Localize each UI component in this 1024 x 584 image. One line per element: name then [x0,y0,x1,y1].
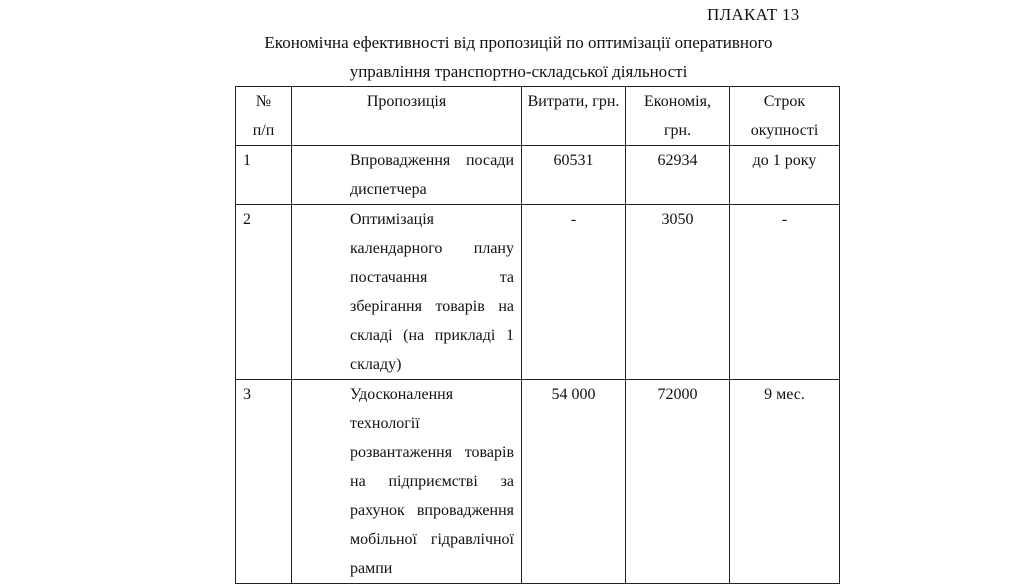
header-savings: Економія, грн. [626,87,730,146]
row-costs: 54 000 [522,380,626,584]
row-payback: - [730,205,840,380]
table-row [236,380,840,584]
row-savings: 72000 [626,380,730,584]
table-row [236,205,840,380]
row-proposal: Оптимізація календарного плану постачання та зберігання товарів на складі (на прикладі 1 складу) [292,205,522,380]
document-title-line-2: управління транспортно-складської діяльності [349,62,688,81]
row-proposal: Удосконалення технології розвантаження товарів на підприємстві за рахунок впровадження мобільної гідравлічної рампи [292,380,522,584]
row-num: 1 [236,146,292,205]
row-num: 2 [236,205,292,380]
row-costs: 60531 [522,146,626,205]
row-savings: 62934 [626,146,730,205]
row-costs: - [522,205,626,380]
document-title-line-1: Економічна ефективності від пропозицій по оптимізації оперативного [264,33,773,52]
header-costs: Витрати, грн. [522,87,626,146]
row-payback: до 1 року [730,146,840,205]
row-payback: 9 мес. [730,380,840,584]
poster-label: ПЛАКАТ 13 [707,5,800,24]
table-header-row [236,87,840,146]
row-proposal: Впровадження посади диспетчера [292,146,522,205]
row-savings: 3050 [626,205,730,380]
header-num: № п/п [236,87,292,146]
efficiency-table [235,86,840,584]
table-row [236,146,840,205]
header-proposal: Пропозиція [292,87,522,146]
row-num: 3 [236,380,292,584]
header-payback: Строк окупності [730,87,840,146]
